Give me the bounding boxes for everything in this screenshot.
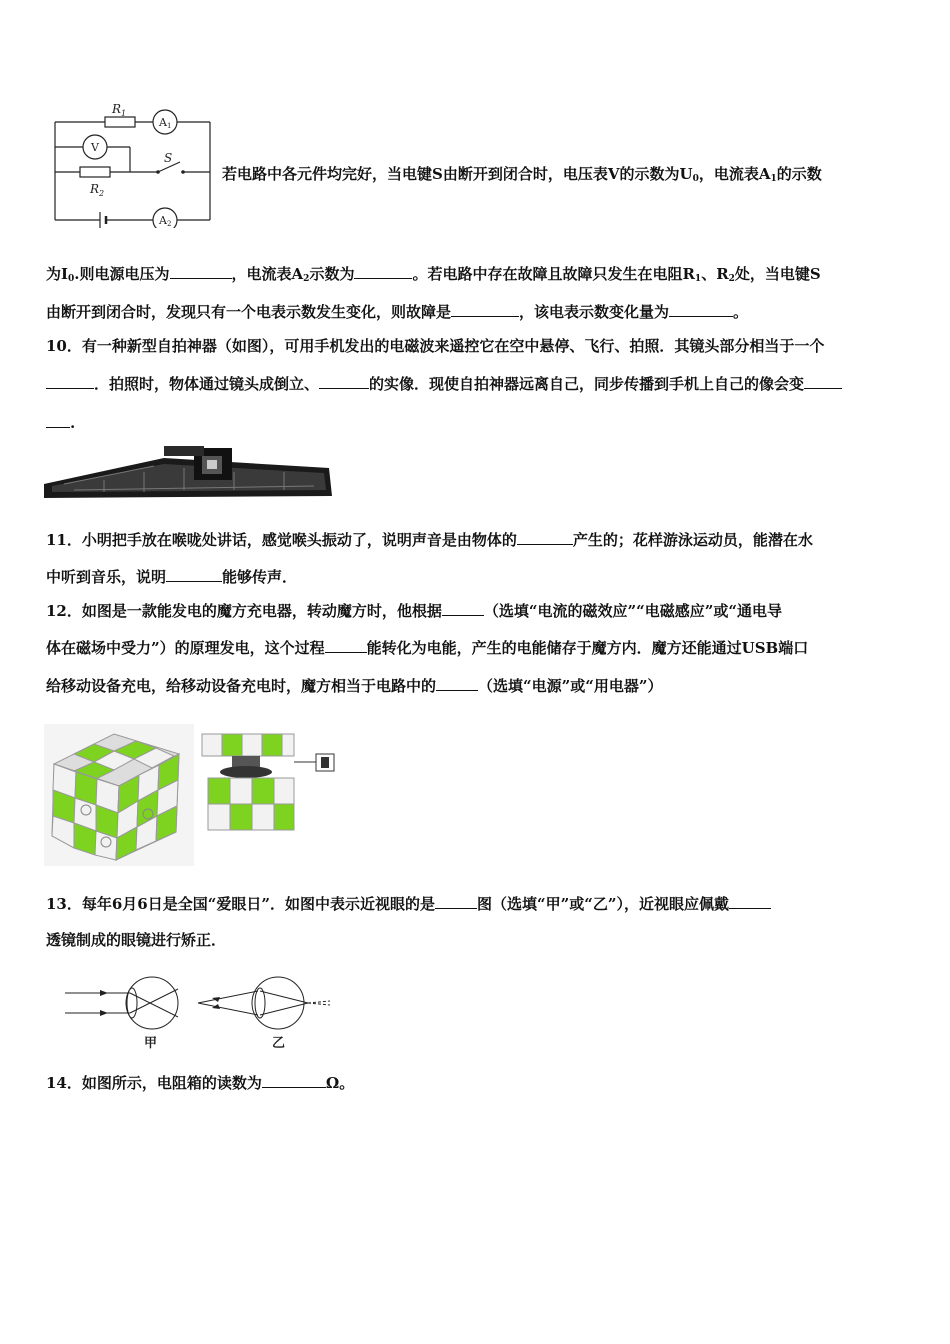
answer-blank[interactable] <box>517 529 573 545</box>
q11-line2: 中听到音乐，说明 能够传声． <box>46 568 298 586</box>
q9-line2: 为$I_0$.则电源电压为 ，电流表$A_2$示数为 。若电路中存在故障且故障只发生在电阻$R_1$、$R_2$处，当电键S <box>46 265 821 284</box>
q12-line3: 给移动设备充电，给移动设备充电时，魔方相当于电路中的 （选填“电源”或“用电器”） <box>46 677 663 695</box>
label-r2: $R_2$ <box>90 182 105 198</box>
label-a1: A1 <box>159 116 172 130</box>
q13-line1: 13．每年6月6日是全国“爱眼日”．如图中表示近视眼的是 图（选填“甲”或“乙”），近视眼应佩戴 <box>46 893 771 914</box>
answer-blank[interactable] <box>319 373 369 389</box>
label-a2: A2 <box>159 214 172 228</box>
answer-blank[interactable] <box>729 893 771 909</box>
q10-line3: . <box>46 412 75 433</box>
label-v: V <box>91 141 99 154</box>
q13-line2: 透镜制成的眼镜进行矫正． <box>46 931 227 949</box>
answer-blank[interactable] <box>46 373 94 389</box>
circuit-diagram <box>50 100 215 228</box>
q11-line1: 11．小明把手放在喉咙处讲话，感觉喉头振动了，说明声音是由物体的 产生的；花样游泳运动员，能潜在水 <box>46 531 813 549</box>
answer-blank[interactable] <box>170 263 232 279</box>
answer-blank[interactable] <box>435 893 477 909</box>
selfie-drone-image <box>44 446 334 502</box>
answer-blank[interactable] <box>669 301 733 317</box>
answer-blank[interactable] <box>804 373 842 389</box>
label-yi: 乙 <box>272 1036 286 1051</box>
q9-line3: 由断开到闭合时，发现只有一个电表示数发生变化，则故障是 ，该电表示数变化量为 。 <box>46 303 749 321</box>
label-r1: $R_1$ <box>112 102 127 118</box>
answer-blank[interactable] <box>436 675 478 691</box>
label-s: S <box>164 151 173 165</box>
q10-line2: ．拍照时，物体通过镜头成倒立、 的实像．现使自拍神器远离自己，同步传播到手机上自己的像会变 <box>46 373 842 394</box>
q12-line1: 12．如图是一款能发电的魔方充电器，转动魔方时，他根据 （选填“电流的磁效应”“电磁感应”或“通电导 <box>46 602 783 620</box>
answer-blank[interactable] <box>451 301 519 317</box>
q12-line2: 体在磁场中受力”）的原理发电，这个过程 能转化为电能，产生的电能储存于魔方内．魔方还能通过USB端口 <box>46 639 809 657</box>
answer-blank[interactable] <box>166 566 222 582</box>
answer-blank[interactable] <box>354 263 412 279</box>
q9-intro: 若电路中各元件均完好，当电键S由断开到闭合时，电压表V的示数为$U_0$，电流表$A_1$的示数 <box>222 165 822 184</box>
label-jia: 甲 <box>144 1036 158 1051</box>
cube-charger-exploded-image <box>198 728 340 836</box>
q10-line1: 10．有一种新型自拍神器（如图），可用手机发出的电磁波来遥控它在空中悬停、飞行、拍照．其镜头部分相当于一个 <box>46 337 825 355</box>
cube-charger-image <box>44 724 194 866</box>
q14-text: 14．如图所示，电阻箱的读数为 Ω。 <box>46 1074 355 1092</box>
eye-diagram <box>60 975 340 1053</box>
answer-blank[interactable] <box>46 412 70 428</box>
answer-blank[interactable] <box>262 1072 326 1088</box>
answer-blank[interactable] <box>325 637 367 653</box>
answer-blank[interactable] <box>442 600 484 616</box>
